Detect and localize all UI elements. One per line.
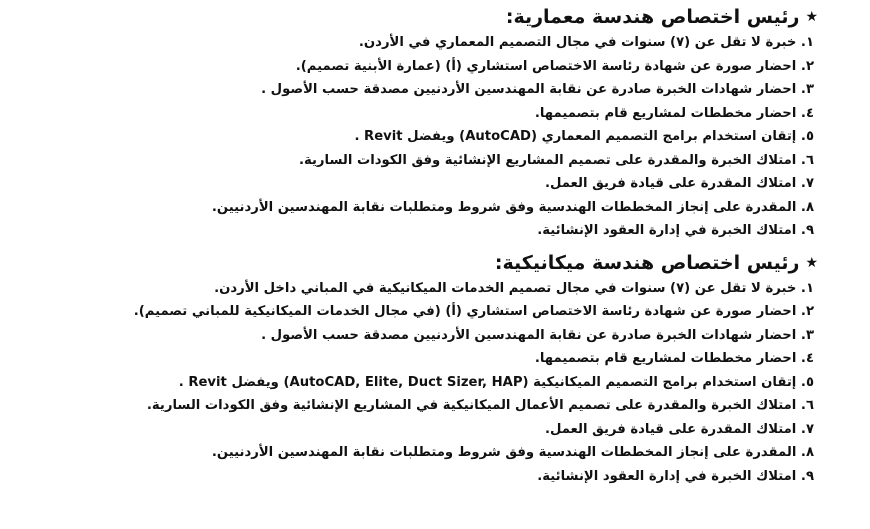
- list-item: ١. خبرة لا تقل عن (٧) سنوات في مجال تصميم الخدمات الميكانيكية في المباني داخل الأردن.: [214, 280, 814, 296]
- list-item: ٨. المقدرة على إنجاز المخططات الهندسية وفق شروط ومتطلبات نقابة المهندسين الأردنيين.: [211, 199, 814, 215]
- section-heading: [14, 249, 818, 277]
- section-mechanical: [14, 249, 818, 489]
- list-item: ٦. امتلاك الخبرة والمقدرة على تصميم الأعمال الميكانيكية في المشاريع الإنشائية وفق الكودات السارية.: [146, 398, 814, 413]
- section-architecture: [14, 3, 818, 243]
- list-item: ٤. احضار مخططات لمشاريع قام بتصميمها.: [534, 105, 814, 121]
- list-item: ٢. احضار صورة عن شهادة رئاسة الاختصاص استشاري (أ) (عمارة الأبنية تصميم).: [295, 58, 814, 74]
- list-item: ٢. احضار صورة عن شهادة رئاسة الاختصاص استشاري (أ) (في مجال الخدمات الميكانيكية للمباني تصميم).: [133, 304, 814, 319]
- list-item: ٥. إتقان استخدام برامج التصميم المعماري (AutoCAD) ويفضل Revit .: [354, 129, 814, 144]
- star-icon: ★: [805, 254, 818, 271]
- list-item: ١. خبرة لا تقل عن (٧) سنوات في مجال التصميم المعماري في الأردن.: [358, 35, 814, 50]
- list-item: ٥. إتقان استخدام برامج التصميم الميكانيكية (AutoCAD, Elite, Duct Sizer, HAP) ويفضل Revit .: [178, 374, 814, 390]
- list-item: ٧. امتلاك المقدرة على قيادة فريق العمل.: [544, 176, 814, 191]
- list-item: ٩. امتلاك الخبرة في إدارة العقود الإنشائية.: [537, 223, 814, 238]
- list-item: ٦. امتلاك الخبرة والمقدرة على تصميم المشاريع الإنشائية وفق الكودات السارية.: [298, 152, 814, 168]
- list-item: ٧. امتلاك المقدرة على قيادة فريق العمل.: [544, 421, 814, 437]
- list-item: ٨. المقدرة على إنجاز المخططات الهندسية وفق شروط ومتطلبات نقابة المهندسين الأردنيين.: [211, 445, 814, 460]
- star-icon: ★: [805, 9, 818, 25]
- requirements-list: [14, 31, 818, 243]
- list-item: ٩. امتلاك الخبرة في إدارة العقود الإنشائية.: [537, 468, 814, 484]
- list-item: ٤. احضار مخططات لمشاريع قام بتصميمها.: [534, 351, 814, 366]
- list-item: ٣. احضار شهادات الخبرة صادرة عن نقابة المهندسين الأردنيين مصدقة حسب الأصول .: [261, 327, 814, 343]
- requirements-list: [14, 277, 818, 489]
- section-title: رئيس اختصاص هندسة ميكانيكية:: [494, 251, 800, 274]
- section-title: رئيس اختصاص هندسة معمارية:: [505, 6, 800, 28]
- section-heading: [14, 3, 818, 31]
- list-item: ٣. احضار شهادات الخبرة صادرة عن نقابة المهندسين الأردنيين مصدقة حسب الأصول .: [261, 82, 814, 97]
